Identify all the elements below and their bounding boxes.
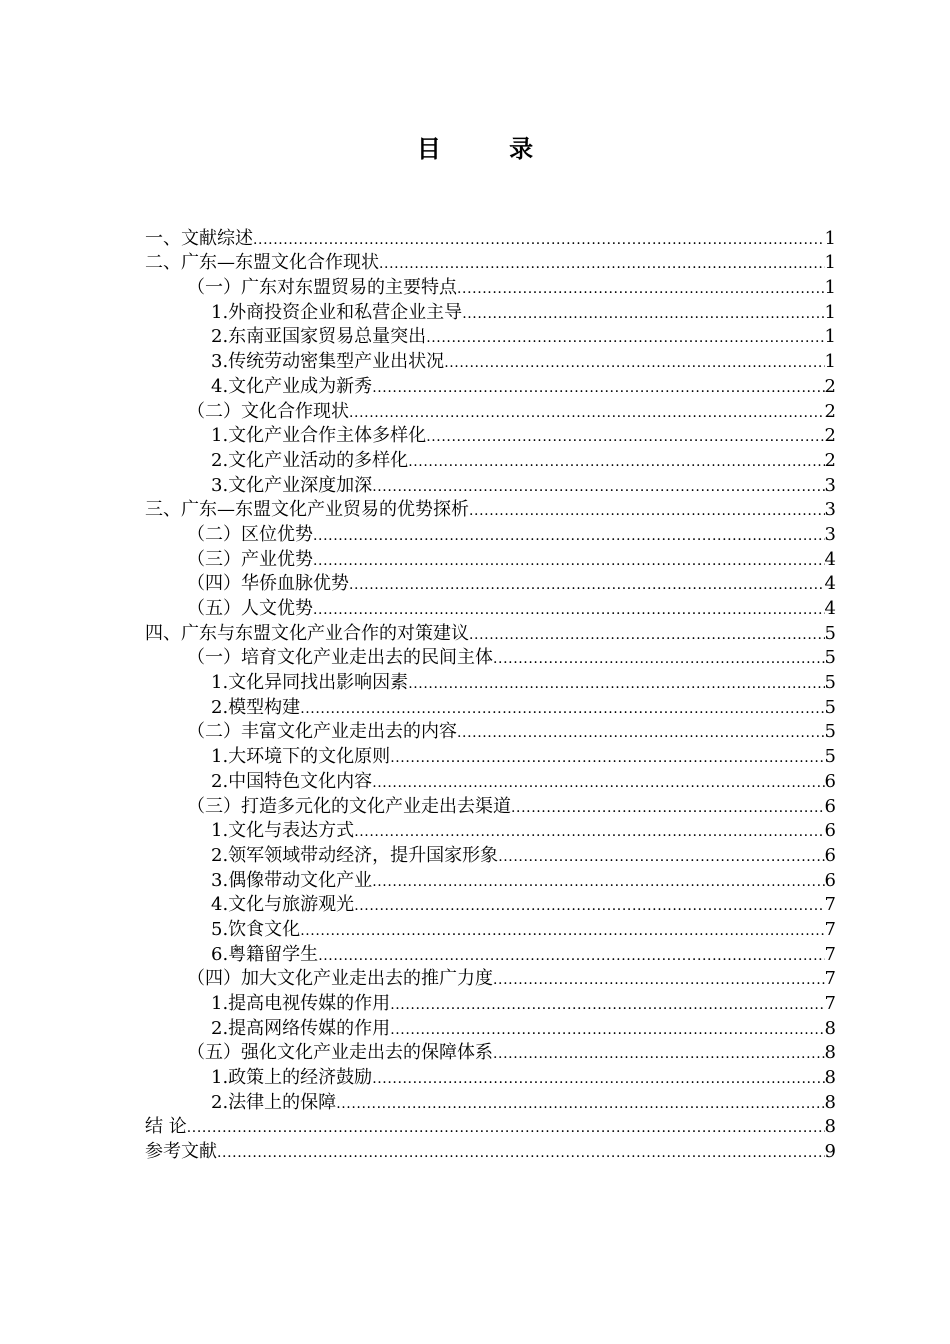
toc-dot-leader [354,899,824,913]
toc-entry[interactable] [145,694,836,719]
toc-entry[interactable] [145,324,836,349]
toc-dot-leader [390,751,824,765]
toc-entry-page-number: 6 [824,820,836,842]
toc-entry-page-number: 9 [824,1141,836,1163]
toc-entry-label: （四）华侨血脉优势 [187,573,349,595]
toc-entry-page-number: 6 [824,795,836,817]
toc-entry-page-number: 5 [824,647,836,669]
toc-entry-page-number: 2 [824,425,836,447]
toc-entry-page-number: 8 [824,1042,836,1064]
toc-entry[interactable] [145,645,836,670]
toc-dot-leader [498,850,824,864]
toc-entry-label: 2.领军领域带动经济，提升国家形象 [211,844,499,866]
toc-dot-leader [313,603,825,617]
toc-entry-page-number: 2 [824,375,836,397]
toc-entry-label: （三）产业优势 [187,548,313,570]
toc-entry[interactable] [145,225,836,250]
toc-entry-label: 4.文化与旅游观光 [211,894,355,916]
toc-entry-label: 1.提高电视传媒的作用 [211,993,391,1014]
toc-entry-page-number: 1 [824,301,836,323]
toc-entry[interactable] [145,867,836,892]
toc-dot-leader [426,331,824,345]
toc-entry-page-number: 7 [824,943,836,965]
toc-entry[interactable] [145,990,836,1015]
toc-entry-label: 3.传统劳动密集型产业出状况 [211,351,445,373]
toc-entry-page-number: 4 [824,598,836,619]
toc-entry-page-number: 7 [824,894,836,916]
toc-dot-leader [349,406,825,420]
toc-dot-leader [372,776,824,790]
toc-entry[interactable] [145,941,836,966]
toc-entry-label: （一）培育文化产业走出去的民间主体 [187,647,493,669]
toc-entry-label: 6.粤籍留学生 [211,943,319,965]
toc-entry[interactable] [145,595,836,620]
toc-entry-page-number: 4 [824,573,836,595]
toc-dot-leader [336,1097,824,1111]
toc-entry[interactable] [145,818,836,843]
toc-entry-label: 1.外商投资企业和私营企业主导 [211,301,463,323]
toc-entry-label: 5.饮食文化 [211,918,301,940]
toc-entry-label: 1.政策上的经济鼓励 [211,1067,373,1089]
toc-entry-label: 2.模型构建 [211,696,301,718]
toc-entry[interactable] [145,423,836,448]
toc-dot-leader [379,257,825,271]
toc-entry-label: （四）加大文化产业走出去的推广力度 [187,968,493,990]
toc-entry[interactable] [145,768,836,793]
toc-entry[interactable] [145,521,836,546]
toc-entry-label: 3.偶像带动文化产业 [211,869,373,891]
toc-entry-page-number: 2 [824,449,836,471]
toc-entry[interactable] [145,447,836,472]
toc-entry[interactable] [145,250,836,275]
toc-entry[interactable] [145,842,836,867]
toc-entry-label: 1.文化产业合作主体多样化 [211,425,427,447]
toc-entry-page-number: 1 [824,351,836,373]
toc-entry-label: （一）广东对东盟贸易的主要特点 [187,277,457,299]
toc-entry[interactable] [145,398,836,423]
toc-entry-label: 1.文化异同找出影响因素 [211,672,409,694]
toc-entry[interactable] [145,1015,836,1040]
table-of-contents [145,225,836,1163]
toc-entry-page-number: 3 [824,523,836,545]
toc-entry-page-number: 7 [824,968,836,990]
toc-dot-leader [457,282,825,296]
toc-entry[interactable] [145,299,836,324]
toc-dot-leader [318,949,824,963]
toc-entry-label: 3.文化产业深度加深 [211,474,373,496]
toc-entry-page-number: 7 [824,993,836,1014]
toc-entry-page-number: 2 [824,400,836,422]
toc-entry-label: 四、广东与东盟文化产业合作的对策建议 [145,622,469,644]
toc-entry-page-number: 5 [824,746,836,768]
toc-entry-label: （二）文化合作现状 [187,400,349,422]
toc-entry-page-number: 3 [824,474,836,496]
toc-dot-leader [372,381,824,395]
toc-entry-label: 2.法律上的保障 [211,1091,337,1113]
toc-entry[interactable] [145,1064,836,1089]
toc-dot-leader [313,529,825,543]
toc-dot-leader [372,875,824,889]
toc-entry[interactable] [145,719,836,744]
toc-entry-page-number: 8 [824,1091,836,1113]
toc-entry-label: 2.中国特色文化内容 [211,770,373,792]
toc-dot-leader [372,480,824,494]
toc-entry-page-number: 5 [824,622,836,644]
toc-dot-leader [469,504,825,518]
toc-dot-leader [511,801,825,815]
toc-entry-page-number: 4 [824,548,836,570]
toc-entry-page-number: 5 [824,672,836,694]
toc-entry-page-number: 6 [824,844,836,866]
toc-entry-page-number: 1 [824,277,836,299]
toc-entry-page-number: 8 [824,1017,836,1039]
toc-dot-leader [300,702,824,716]
toc-dot-leader [493,652,825,666]
toc-entry-label: 2.东南亚国家贸易总量突出 [211,326,427,348]
toc-entry-page-number: 1 [824,326,836,348]
toc-dot-leader [493,1047,825,1061]
toc-entry[interactable] [145,916,836,941]
toc-entry-label: （二）丰富文化产业走出去的内容 [187,721,457,743]
toc-entry[interactable] [145,373,836,398]
toc-dot-leader [469,628,825,642]
toc-entry[interactable] [145,793,836,818]
toc-entry[interactable] [145,472,836,497]
toc-dot-leader [349,578,825,592]
toc-dot-leader [408,677,824,691]
toc-entry[interactable] [145,1040,836,1065]
toc-entry[interactable] [145,1089,836,1114]
toc-dot-leader [390,1023,824,1037]
toc-entry-label: 三、广东—东盟文化产业贸易的优势探析 [145,499,469,521]
toc-entry[interactable] [145,546,836,571]
toc-entry-page-number: 8 [824,1067,836,1089]
toc-entry-page-number: 1 [824,252,836,274]
toc-dot-leader [444,356,824,370]
toc-entry-page-number: 3 [824,499,836,521]
toc-entry-page-number: 1 [824,227,836,249]
toc-dot-leader [313,554,825,568]
toc-entry-label: （五）强化文化产业走出去的保障体系 [187,1042,493,1064]
toc-entry-page-number: 6 [824,869,836,891]
toc-entry[interactable] [145,892,836,917]
toc-entry-page-number: 5 [824,696,836,718]
toc-dot-leader [354,825,824,839]
toc-dot-leader [217,1146,825,1160]
toc-entry[interactable] [145,1138,836,1163]
toc-entry[interactable] [145,1114,836,1139]
toc-dot-leader [187,1121,825,1135]
toc-entry-label: 1.大环境下的文化原则 [211,746,391,768]
toc-entry-page-number: 5 [824,721,836,743]
toc-entry-label: 参考文献 [145,1141,217,1163]
toc-entry-label: 结 论 [145,1116,187,1138]
toc-dot-leader [253,233,825,247]
toc-entry[interactable] [145,348,836,373]
toc-dot-leader [372,1072,824,1086]
toc-entry[interactable] [145,620,836,645]
page-title: 目 录 [416,135,564,163]
toc-entry-page-number: 6 [824,770,836,792]
toc-entry[interactable] [145,743,836,768]
toc-entry-label: 2.提高网络传媒的作用 [211,1017,391,1039]
toc-entry-label: 二、广东—东盟文化合作现状 [145,252,379,274]
toc-dot-leader [300,924,824,938]
toc-dot-leader [493,973,825,987]
toc-entry[interactable] [145,571,836,596]
toc-entry-label: （二）区位优势 [187,523,313,545]
toc-dot-leader [408,455,824,469]
toc-entry-label: （三）打造多元化的文化产业走出去渠道 [187,795,511,817]
toc-entry-label: （五）人文优势 [187,598,313,619]
toc-entry-page-number: 7 [824,918,836,940]
toc-entry[interactable] [145,669,836,694]
toc-entry-label: 一、文献综述 [145,227,253,249]
toc-dot-leader [390,998,824,1012]
toc-dot-leader [457,726,825,740]
toc-entry-label: 2.文化产业活动的多样化 [211,449,409,471]
toc-entry-label: 4.文化产业成为新秀 [211,375,373,397]
toc-entry-label: 1.文化与表达方式 [211,820,355,842]
toc-dot-leader [462,307,824,321]
toc-entry[interactable] [145,966,836,991]
toc-entry[interactable] [145,274,836,299]
toc-entry-page-number: 8 [824,1116,836,1138]
toc-dot-leader [426,430,824,444]
toc-entry[interactable] [145,497,836,522]
